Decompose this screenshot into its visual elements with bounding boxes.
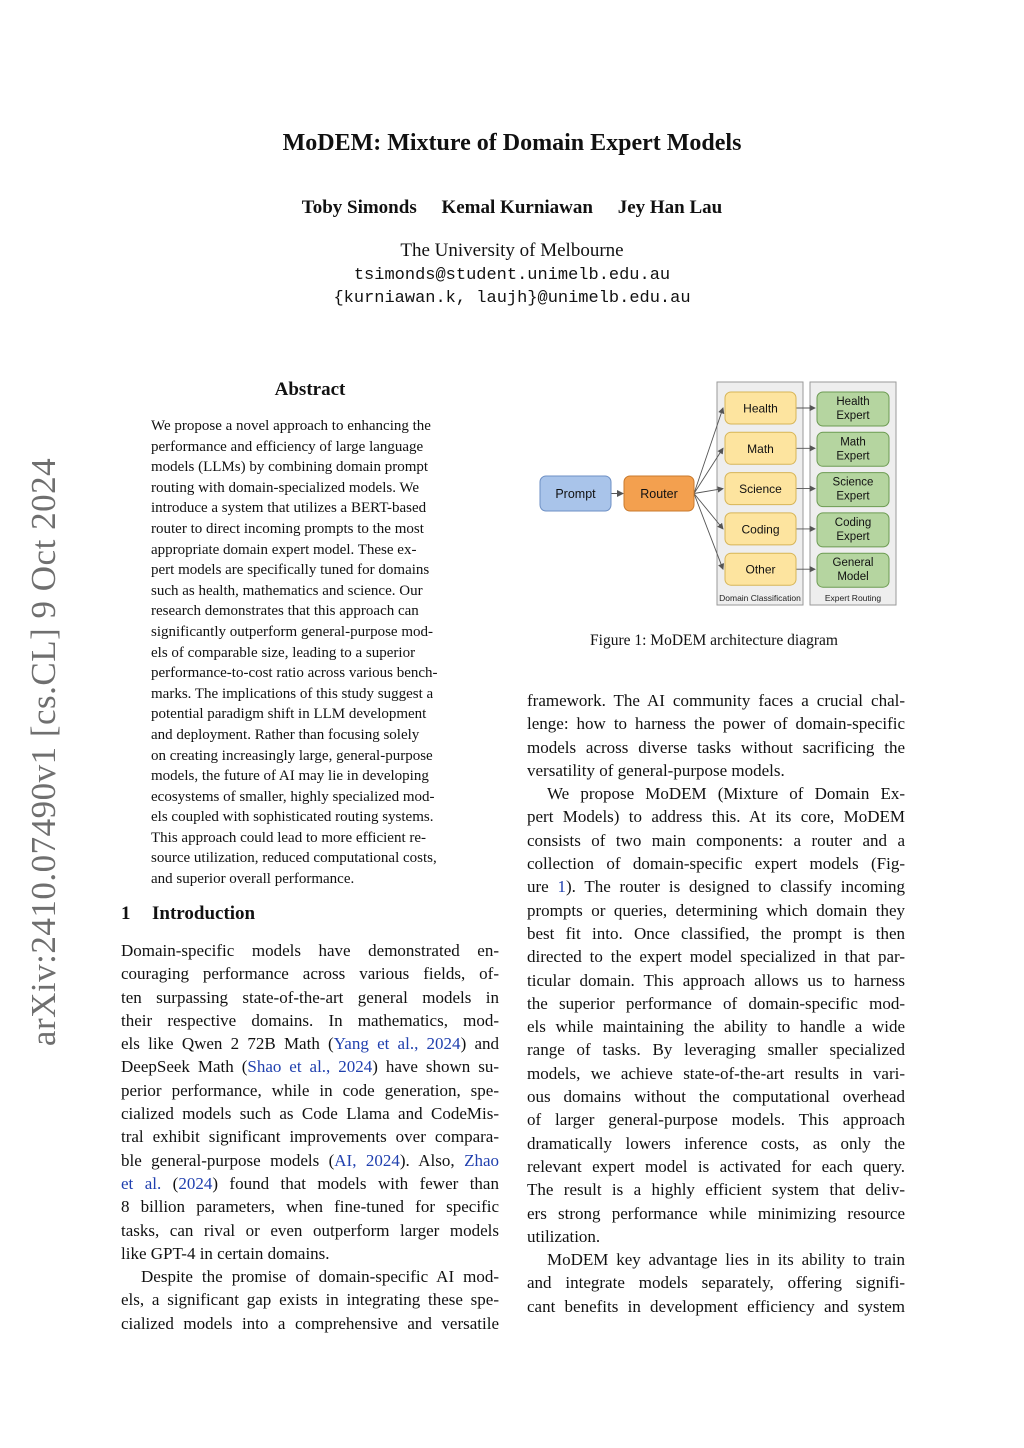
domain-node-label: Science xyxy=(739,482,782,497)
text-line: pert Models) to address this. At its core, MoDEM xyxy=(527,807,905,827)
citation-link[interactable]: Zhao xyxy=(464,1150,499,1170)
text-line: tasks, can rival or even outperform larger models xyxy=(121,1220,499,1240)
section-title: Introduction xyxy=(152,903,256,924)
prompt-node-label: Prompt xyxy=(555,487,596,501)
text-line: els, a significant gap exists in integrating these spe- xyxy=(121,1290,499,1310)
author-name: Kemal Kurniawan xyxy=(441,197,593,218)
abstract-line: router to direct incoming prompts to the most xyxy=(151,520,424,537)
text-line: ten surpassing state-of-the-art general models in xyxy=(121,987,499,1007)
text-line: cialized models into a comprehensive and versatile xyxy=(121,1313,499,1333)
text-fragment: els like Qwen 2 72B Math ( xyxy=(121,1034,334,1054)
abstract-line: and superior overall performance. xyxy=(151,871,355,888)
text-line: of larger general-purpose models. This approach xyxy=(527,1110,905,1130)
text-line: relevant expert model is activated for each query. xyxy=(527,1156,905,1176)
abstract-line: research demonstrates that this approach can xyxy=(151,603,419,620)
arxiv-identifier-stamp: arXiv:2410.07490v1 [cs.CL] 9 Oct 2024 xyxy=(24,457,63,1047)
abstract-line: appropriate domain expert model. These ex- xyxy=(151,541,417,558)
abstract-line: significantly outperform general-purpose mod- xyxy=(151,623,433,640)
text-line: The result is a highly efficient system that deliv- xyxy=(527,1180,905,1200)
text-line: best fit into. Once classified, the prompt is then xyxy=(527,923,905,943)
author-name: Jey Han Lau xyxy=(617,197,723,218)
text-line: cialized models such as Code Llama and CodeMis- xyxy=(121,1104,499,1124)
text-line: the superior performance of domain-specific mod- xyxy=(527,993,905,1013)
text-fragment: ). The router is designed to classify incoming xyxy=(565,877,905,897)
text-line: models across diverse tasks without sacrificing the xyxy=(527,737,905,757)
expert-node-label: Expert xyxy=(836,530,870,543)
text-line: 8 billion parameters, when fine-tuned for specific xyxy=(121,1197,499,1217)
text-fragment: DeepSeek Math ( xyxy=(121,1057,248,1077)
expert-node-label: Health xyxy=(836,396,870,408)
abstract-line: models, the future of AI may lie in developing xyxy=(151,768,429,785)
text-line xyxy=(121,1149,499,1172)
text-fragment: ) found that models with fewer than xyxy=(212,1173,499,1193)
text-line: ticular domain. This approach allows us to harness xyxy=(527,970,905,990)
abstract-line: We propose a novel approach to enhancing the xyxy=(151,418,431,434)
text-line: models, we achieve state-of-the-art results in vari- xyxy=(527,1063,905,1083)
section-heading-introduction xyxy=(121,903,255,925)
author-affiliation: The University of Melbourne xyxy=(400,240,624,261)
expert-node-label: General xyxy=(832,557,874,570)
abstract-line: marks. The implications of this study suggest a xyxy=(151,685,434,702)
text-line: collection of domain-specific expert models (Fig- xyxy=(527,854,905,874)
body-text-left-column xyxy=(121,939,499,1335)
text-line: lenge: how to harness the power of domain-specific xyxy=(527,714,905,734)
abstract-line: models (LLMs) by combining domain prompt xyxy=(151,459,429,476)
abstract-line: routing with domain-specialized models. We xyxy=(151,479,420,496)
text-line: their respective domains. In mathematics, mod- xyxy=(121,1010,499,1030)
abstract-line: introduce a system that utilizes a BERT-based xyxy=(151,500,427,517)
text-line: Despite the promise of domain-specific AI mod- xyxy=(141,1267,499,1287)
abstract-line: els coupled with sophisticated routing systems. xyxy=(151,809,434,826)
author-list xyxy=(0,197,1024,219)
text-line: couraging performance across various fields, of- xyxy=(121,964,499,984)
expert-node-label: Science xyxy=(832,476,874,489)
abstract-line: potential paradigm shift in LLM development xyxy=(151,706,427,723)
text-line: and integrate models separately, offering signifi- xyxy=(527,1273,905,1293)
text-line: utilization. xyxy=(527,1226,601,1246)
text-line xyxy=(527,875,905,898)
abstract-line: performance and efficiency of large language xyxy=(151,438,424,455)
text-line: versatility of general-purpose models. xyxy=(527,760,785,780)
text-line: cant benefits in development efficiency and system xyxy=(527,1296,905,1316)
router-node-label: Router xyxy=(640,487,678,501)
domain-node-label: Math xyxy=(747,441,774,456)
expert-node-label: Expert xyxy=(836,450,870,463)
author-email: tsimonds@student.unimelb.edu.au xyxy=(353,266,671,285)
text-line xyxy=(121,1172,499,1195)
author-name: Toby Simonds xyxy=(301,197,417,218)
text-line xyxy=(121,1055,499,1078)
text-line: range of tasks. By leveraging smaller specialized xyxy=(527,1040,905,1060)
abstract-line: source utilization, reduced computational costs, xyxy=(151,850,437,867)
text-line: ous domains without the computational overhead xyxy=(527,1087,905,1107)
abstract-line: els of comparable size, leading to a superior xyxy=(151,644,416,661)
text-fragment: ure xyxy=(527,877,558,897)
body-text-right-column xyxy=(527,689,905,1318)
text-line: consists of two main components: a router and a xyxy=(527,830,905,850)
text-fragment: ). Also, xyxy=(399,1150,465,1170)
text-line: dramatically lowers inference costs, as only the xyxy=(527,1133,905,1153)
expert-node-label: Expert xyxy=(836,410,870,422)
expert-node-label: Math xyxy=(840,436,866,449)
text-line: MoDEM key advantage lies in its ability to train xyxy=(547,1250,905,1270)
text-line: framework. The AI community faces a crucial chal- xyxy=(527,691,905,710)
abstract-line: pert models are specifically tuned for domains xyxy=(151,562,430,579)
text-line: els while maintaining the ability to handle a wide xyxy=(527,1017,905,1037)
abstract-line: performance-to-cost ratio across various bench- xyxy=(151,665,438,682)
abstract-line: on creating increasingly large, general-purpose xyxy=(151,747,433,764)
expert-panel-label: Expert Routing xyxy=(824,593,882,603)
citation-link[interactable]: Shao et al., 2024 xyxy=(247,1057,373,1077)
citation-link[interactable]: AI, 2024 xyxy=(334,1150,400,1170)
citation-link[interactable]: et al. xyxy=(121,1173,162,1193)
abstract-heading: Abstract xyxy=(274,379,346,400)
text-line: We propose MoDEM (Mixture of Domain Ex- xyxy=(547,784,905,804)
paper-title: MoDEM: Mixture of Domain Expert Models xyxy=(282,130,742,156)
abstract-line: such as health, mathematics and science. Our xyxy=(151,582,423,599)
figure-caption: Figure 1: MoDEM architecture diagram xyxy=(590,632,838,649)
text-line: tral exhibit significant improvements over compara- xyxy=(121,1127,499,1147)
text-line: prompts or queries, determining which domain they xyxy=(527,900,905,920)
abstract-line: This approach could lead to more efficient re- xyxy=(151,829,427,846)
abstract-body xyxy=(151,416,471,890)
abstract-line: and deployment. Rather than focusing solely xyxy=(151,726,420,743)
text-fragment: ) have shown su- xyxy=(372,1057,499,1077)
text-fragment: ) and xyxy=(460,1034,499,1054)
section-number: 1 xyxy=(121,903,131,924)
expert-node-label: Model xyxy=(837,571,869,584)
author-email: {kurniawan.k, laujh}@unimelb.edu.au xyxy=(333,289,691,308)
text-line: Domain-specific models have demonstrated en- xyxy=(121,941,499,960)
citation-link[interactable]: 1 xyxy=(557,877,566,897)
domain-panel-label: Domain Classification xyxy=(719,593,801,603)
text-line: directed to the expert model specialized in that par- xyxy=(527,947,905,967)
text-line: ers strong performance while minimizing resource xyxy=(527,1203,905,1223)
domain-node-label: Coding xyxy=(741,522,780,537)
text-line: like GPT-4 in certain domains. xyxy=(121,1243,330,1263)
expert-node-label: Coding xyxy=(834,516,872,529)
text-fragment: ( xyxy=(161,1173,179,1193)
architecture-diagram xyxy=(538,380,898,608)
expert-node-label: Expert xyxy=(836,490,870,503)
domain-node-label: Other xyxy=(745,562,776,577)
citation-link[interactable]: 2024 xyxy=(178,1173,213,1193)
text-line: perior performance, while in code generation, spe- xyxy=(121,1080,499,1100)
domain-node-label: Health xyxy=(743,401,778,416)
abstract-line: ecosystems of smaller, highly specialized mod- xyxy=(151,788,435,805)
text-line xyxy=(121,1032,499,1055)
citation-link[interactable]: Yang et al., 2024 xyxy=(333,1034,461,1054)
text-fragment: ble general-purpose models ( xyxy=(121,1150,335,1170)
